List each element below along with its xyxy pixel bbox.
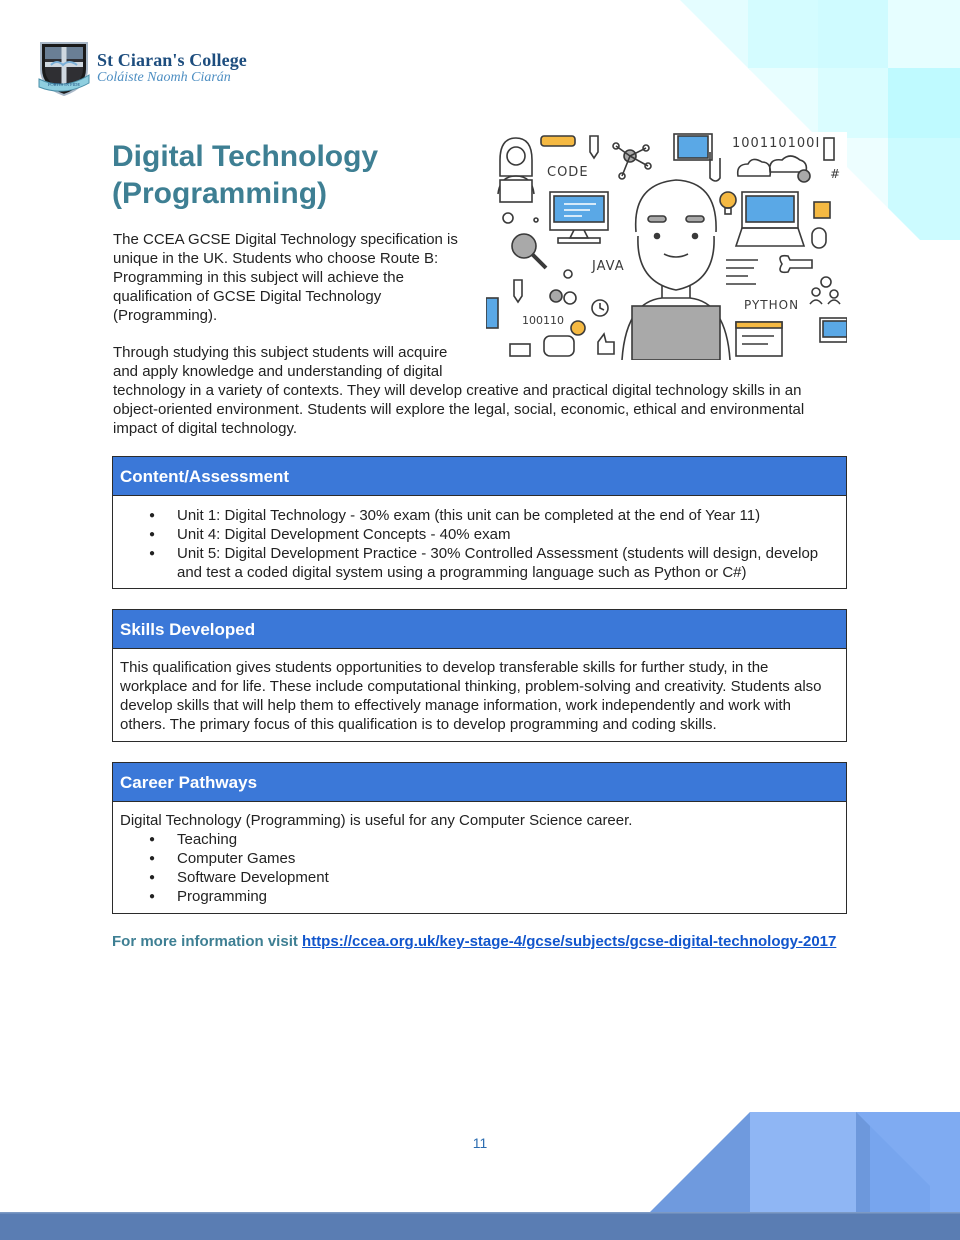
list-item: ● Programming	[120, 887, 838, 906]
page-title	[112, 138, 472, 212]
list-item: ● Unit 5: Digital Development Practice - 30% Controlled Assessment (students will design, develop and test a coded digital system using a programming language such as Python or C#)	[120, 544, 838, 582]
intro-paragraph-2-start: Through studying this subject students will acquire and apply knowledge and understanding of digital	[113, 344, 448, 380]
svg-text:PYTHON: PYTHON	[744, 298, 800, 312]
content-assessment-section	[112, 456, 847, 589]
more-info-label: For more information visit	[112, 933, 303, 950]
svg-text:JAVA: JAVA	[592, 259, 625, 274]
intro-paragraph-2	[113, 343, 849, 438]
section-heading: Career Pathways	[113, 763, 846, 802]
section-heading: Content/Assessment	[113, 457, 846, 496]
assessment-list	[120, 506, 838, 582]
woman-user-icon	[498, 138, 534, 202]
svg-text:100110: 100110	[522, 314, 564, 327]
programming-illustration	[486, 132, 847, 360]
list-item: ● Unit 1: Digital Technology - 30% exam (this unit can be completed at the end of Year 11)	[120, 506, 838, 525]
programmer-character	[622, 180, 730, 360]
career-list	[120, 830, 838, 906]
list-item: ● Unit 4: Digital Development Concepts - 40% exam	[120, 525, 838, 544]
list-item: ● Computer Games	[120, 849, 838, 868]
page-number: 11	[472, 1135, 488, 1151]
school-logo	[37, 39, 247, 97]
skills-developed-section	[112, 609, 847, 742]
more-info-line	[112, 933, 836, 950]
page-title-line1: Digital Technology	[112, 140, 379, 173]
ccea-link[interactable]: https://ccea.org.uk/key-stage-4/gcse/subjects/gcse-digital-technology-2017	[302, 933, 837, 950]
svg-text:CODE: CODE	[547, 165, 589, 180]
bottom-decoration	[0, 1110, 960, 1240]
school-name: St Ciaran's College	[97, 50, 247, 70]
school-name-irish: Coláiste Naomh Ciarán	[97, 70, 231, 85]
svg-text:FORTIS IN FIDE: FORTIS IN FIDE	[47, 82, 81, 87]
page-title-line2: (Programming)	[112, 177, 328, 210]
section-heading: Skills Developed	[113, 610, 846, 649]
school-crest-icon	[37, 39, 91, 97]
svg-text:#: #	[830, 167, 841, 181]
career-intro: Digital Technology (Programming) is useful for any Computer Science career.	[120, 812, 633, 829]
svg-text:100110100I: 100110100I	[732, 136, 821, 151]
list-item: ● Software Development	[120, 868, 838, 887]
career-pathways-section	[112, 762, 847, 914]
intro-paragraph-1: The CCEA GCSE Digital Technology specification is unique in the UK. Students who choose Route B: Programming in this subject will achieve the qualification of GCSE Digital Technology (Programming).	[113, 231, 458, 324]
skills-text: This qualification gives students opportunities to develop transferable skills for further study, in the workplace and for life. These include computational thinking, problem-solving and creativity. Students also develop skills that will help them to effectively manage information, work independently and work with others. The primary focus of this qualification is to develop programming and coding skills.	[120, 659, 822, 733]
intro-paragraph-2-rest: technology in a variety of contexts. They will develop creative and practical digital technology skills in an object-oriented environment. Students will explore the legal, social, economic, ethical and environmental impact of digital technology.	[113, 382, 805, 437]
list-item: ● Teaching	[120, 830, 838, 849]
